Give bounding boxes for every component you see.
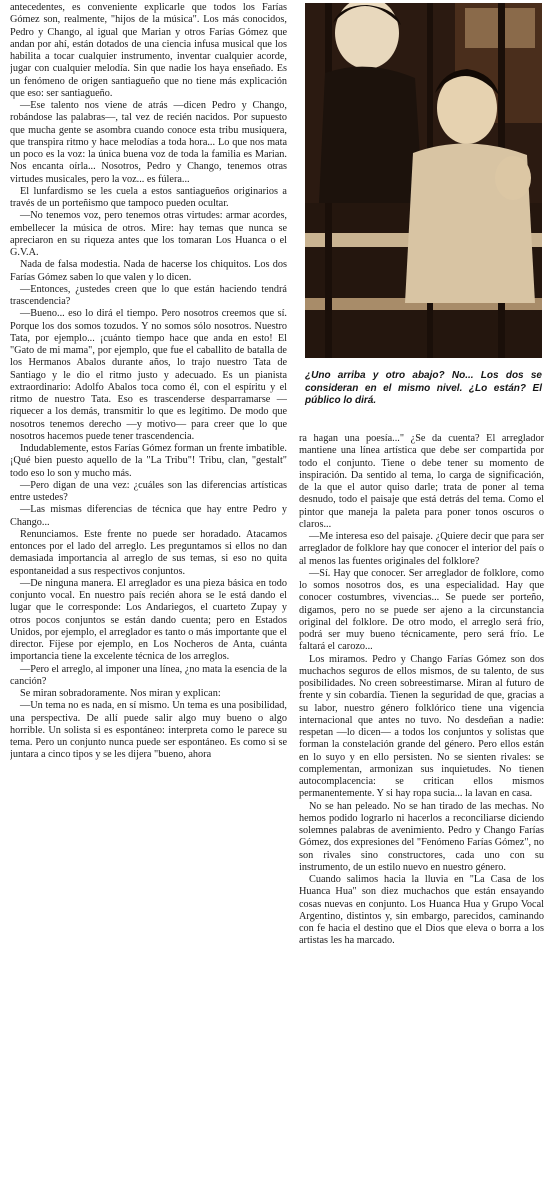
paragraph: Indudablemente, estos Farías Gómez forman un frente imbatible. ¡Qué bien puesto aquello de la "La Tribu"! Tribu, clan, "gestalt" todo eso lo son y mucho más. [10,443,287,479]
paragraph: —No tenemos voz, pero tenemos otras virtudes: armar acordes, embellecer la música de otros. Mire: hay temas que nunca se apreciaron en su riqueza antes que los tomaran Los Huanca o el G.V.A. [10,210,287,258]
paragraph: —Entonces, ¿ustedes creen que lo que están haciendo tendrá trascendencia? [10,283,287,307]
article-text-left-column [10,2,287,1182]
paragraph: Renunciamos. Este frente no puede ser horadado. Atacamos entonces por el lado del arreglo. Les preguntamos si ellos no dan demasiada importancia al arreglo de sus temas, si eso no quita espontaneidad a sus respectivos conjuntos. [10,528,287,577]
paragraph: —Pero digan de una vez: ¿cuáles son las diferencias artísticas entre ustedes? [10,479,287,503]
paragraph: antecedentes, es conveniente explicarle que todos los Farías Gómez son, realmente, "hijos de la música". Los más conocidos, Pedro y Chango, al igual que Marian y otros Farías Gómez que andan por ahí, están dotados de una ciencia infusa musical que los habilita a tocar cualquier instrumento, inventar cualquier acorde, jugar con cualquier melodía. Sin que nadie los haya enseñado. Es un fenómeno de origen santiagueño que no tiene más explicación que eso: ser santiagueño. [10,2,287,99]
paragraph: Nada de falsa modestia. Nada de hacerse los chiquitos. Los dos Farías Gómez saben lo que valen y lo dicen. [10,259,287,283]
photo-caption: ¿Uno arriba y otro abajo? No... Los dos se consideran en el mismo nivel. ¿Lo están? El público lo dirá. [305,370,542,406]
paragraph: Se miran sobradoramente. Nos miran y explican: [20,688,221,699]
paragraph: —Pero el arreglo, al imponer una línea, ¿no mata la esencia de la canción? [10,663,287,687]
paragraph: —Bueno... eso lo dirá el tiempo. Pero nosotros creemos que sí. Porque los dos somos tozudos. Y no somos sólo nosotros. Nuestro Tata, por ejemplo... ¡cuánto tiempo hace que anda en esto! El "Gato de mi mama", por ejemplo, que fue el caballito de batalla de los Hermanos Abalos durante años, lo trajo nuestro Tata de Santiago y le dio el ritmo justo y adecuado. Es un pianista extraordinario: Adolfo Abalos toca como él, con el espíritu y el ritmo de nuestro Tata. Eso es trascenderse desparramarse —riquecer a los demás, transmitir lo que es legítimo. De modo que nosotros tenemos derecho —y motivo— para creer que lo que nosotros hacemos puede tener trascendencia. [10,308,287,442]
photo-illustration [305,3,542,358]
paragraph: El lunfardismo se les cuela a estos santiagueños originarios a través de un porteñismo que tampoco pueden ocultar. [10,185,287,209]
paragraph: —Las mismas diferencias de técnica que hay entre Pedro y Chango... [10,504,287,528]
paragraph: Los miramos. Pedro y Chango Farías Gómez son dos muchachos seguros de ellos mismos, de su talento, de sus posibilidades. No creen sobreestimarse. Miran al futuro de frente y sin cobardía. Tienen la seguridad de que, gracias a su labor, nuestro género folklórico tiene una vigencia internacional que antes no tuvo. No desdeñan a nadie: respetan —lo dicen— a todos los conjuntos y solistas que forman la constelación grande del género. Pero ellos están en lo suyo y en ello persisten. No se sienten rivales: se complementan, armonizan sus inquietudes. No tienen autocomplacencia: se critican ellos mismos permanentemente. Y si hay ropa sucia... la lavan en casa. [299,653,544,800]
paragraph: —Sí. Hay que conocer. Ser arreglador de folklore, como lo somos nosotros dos, es una especialidad. Hay que conocer costumbres, vivencias... Se puede ser porteño, digamos, pero no se puede ser ajeno a la circunstancia original del folklore. De otro modo, el arreglo será frío, podrá ser muy bueno técnicamente, pero será frío. Le faltará el carozo... [299,567,544,653]
paragraph: —Un tema no es nada, en sí mismo. Un tema es una posibilidad, una perspectiva. De allí puede salir algo muy bueno o algo horrible. Un solista si es espontáneo: interpreta como le parece su tema. Pero un conjunto nunca puede ser espontáneo. Es como si se juntara a cinco tipos y se les dijera "bueno, ahora [10,700,287,761]
article-text-right-column [299,433,544,1180]
article-photo [305,3,542,358]
paragraph: No se han peleado. No se han tirado de las mechas. No hemos podido lograrlo ni hacerlos a reconciliarse diciendo solemnes palabras de avenimiento. Pedro y Chango Farías Gómez, dos expresiones del "Fenómeno Farías Gómez", no son rivales sino constructores, cada uno con su instrumento, de un estilo nuevo en nuestro género. [299,800,544,873]
paragraph: —Ese talento nos viene de atrás —dicen Pedro y Chango, robándose las palabras—, tal vez de recién nacidos. Por supuesto que mucha gente se asombra cuando conoce esta tribu musiquera, que transpira ritmo y hace melodías a toda hora... Lo que nos mata un poco es la voz: la única buena voz de toda la familia es Marian. Nos encanta oírla... Nosotros, Pedro y Chango, tenemos otras virtudes musicales, pero la voz... es fúlera... [10,100,287,185]
paragraph: Cuando salimos hacia la lluvia en "La Casa de los Huanca Hua" son diez muchachos que están ensayando cosas nuevas en conjunto. Los Huanca Hua y Grupo Vocal Argentino, distintos y, sin embargo, parecidos, caminando con fe hacia el destino que el Dios que eleva o borra a los artistas les ha marcado. [299,874,544,947]
paragraph: ra hagan una poesía..." ¿Se da cuenta? El arreglador mantiene una línea artística que debe ser compartida por todo el conjunto. Tiene o debe tener su momento de inspiración. Da sentido al tema, lo carga de significación, de la que el autor quiso darle; trata de poner al tema desnudo, todo el paisaje que está detrás del tema. Como el pintor que maneja la paleta para poner tonos oscuros o claros... [299,433,544,530]
paragraph: —De ninguna manera. El arreglador es una pieza básica en todo conjunto vocal. En nuestro país recién ahora se le está dando el lugar que le corresponde: Los Andariegos, el cuarteto Zupay y otros pocos conjuntos se están dando cuenta; pero en Estados Unidos, por ejemplo, el arreglador es tanto o más importante que el director. Fíjese por ejemplo, en Los Nocheros de Anta, cuánta importancia tiene la excelente técnica de los arreglos. [10,577,287,663]
paragraph: —Me interesa eso del paisaje. ¿Quiere decir que para ser arreglador de folklore hay que conocer el interior del país o al menos las fuentes originales del folklore? [299,531,544,567]
